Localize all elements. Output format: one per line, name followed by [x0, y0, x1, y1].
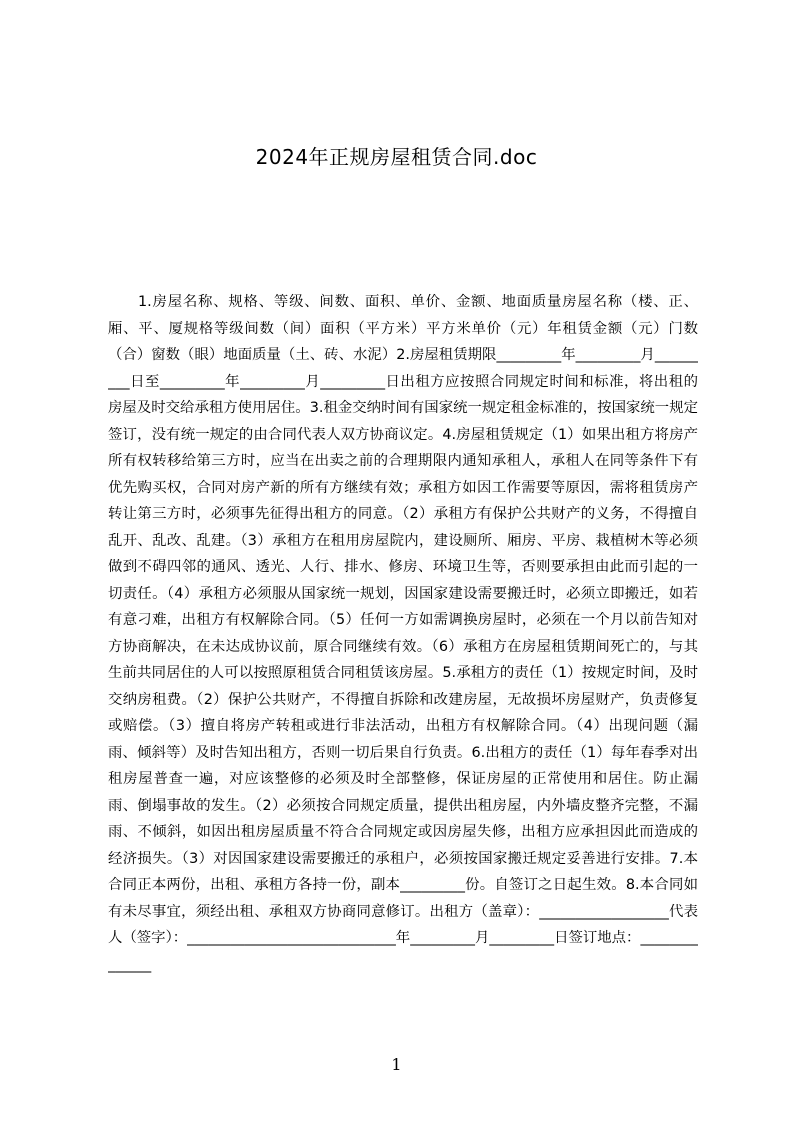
page-number: 1 — [391, 1055, 402, 1074]
document-title: 2024年正规房屋租赁合同.doc — [255, 145, 538, 169]
contract-body-text: 1.房屋名称、规格、等级、间数、面积、单价、金额、地面质量房屋名称（楼、正、厢、平、厦规格等级间数（间）面积（平方米）平方米单价（元）年租赁金额（元）门数（合）窗数（眼）地面质量（土、砖、水泥）2.房屋租赁期限_________年_________月_________日至_________年_________月_________日出租方应按照合同规定时间和标准，将出租的房屋及时交给承租方使用居住。3.租金交纳时间有国家统一规定租金标准的，按国家统一规定签订，没有统一规定的由合同代表人双方协商议定。4.房屋租赁规定（1）如果出租方将房产所有权转移给第三方时，应当在出卖之前的合理期限内通知承租人，承租人在同等条件下有优先购买权，合同对房产新的所有方继续有效；承租方如因工作需要等原因，需将租赁房产转让第三方时，必须事先征得出租方的同意。（2）承租方有保护公共财产的义务，不得擅自乱开、乱改、乱建。（3）承租方在租用房屋院内，建设厕所、厢房、平房、栽植树木等必须做到不碍四邻的通风、透光、人行、排水、修房、环境卫生等，否则要承担由此而引起的一切责任。（4）承租方必须服从国家统一规划，因国家建设需要搬迁时，必须立即搬迁，如若有意刁难，出租方有权解除合同。（5）任何一方如需调换房屋时，必须在一个月以前告知对方协商解决，在未达成协议前，原合同继续有效。（6）承租方在房屋租赁期间死亡的，与其生前共同居住的人可以按照原租赁合同租赁该房屋。5.承租方的责任（1）按规定时间，及时交纳房租费。（2）保护公共财产，不得擅自拆除和改建房屋，无故损坏房屋财产，负责修复或赔偿。（3）擅自将房产转租或进行非法活动，出租方有权解除合同。（4）出现问题（漏雨、倾斜等）及时告知出租方，否则一切后果自行负责。6.出租方的责任（1）每年春季对出租房屋普查一遍，对应该整修的必须及时全部整修，保证房屋的正常使用和居住。防止漏雨、倒塌事故的发生。（2）必须按合同规定质量，提供出租房屋，内外墙皮整齐完整，不漏雨、不倾斜，如因出租房屋质量不符合合同规定或因房屋失修，出租方应承担因此而造成的经济损失。（3）对因国家建设需要搬迁的承租户，必须按国家搬迁规定妥善进行安排。7.本合同正本两份，出租、承租方各持一份，副本_________份。自签订之日起生效。8.本合同如有未尽事宜，须经出租、承租双方协商同意修订。出租方（盖章）：__________________代表人（签字）：_____________________________年_________月_________日签订地点：______________ — [108, 294, 698, 973]
